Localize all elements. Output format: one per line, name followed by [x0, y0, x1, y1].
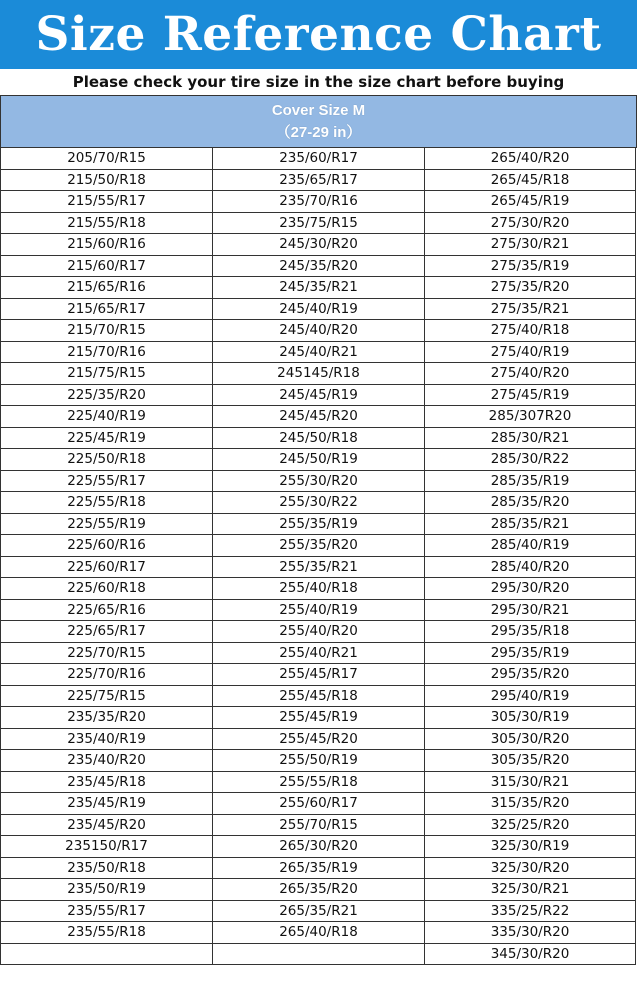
table-heading — [0, 95, 637, 148]
table-cell: 245/35/R20 — [212, 256, 424, 278]
table-cell: 255/35/R19 — [212, 514, 424, 536]
table-cell: 295/30/R20 — [424, 578, 636, 600]
table-cell: 245/30/R20 — [212, 234, 424, 256]
table-cell: 275/35/R21 — [424, 299, 636, 321]
table-cell: 275/40/R19 — [424, 342, 636, 364]
table-cell: 235/55/R17 — [0, 901, 212, 923]
table-cell: 285/307R20 — [424, 406, 636, 428]
table-cell: 225/60/R18 — [0, 578, 212, 600]
table-cell: 305/30/R19 — [424, 707, 636, 729]
table-cell: 295/35/R18 — [424, 621, 636, 643]
table-cell: 295/35/R20 — [424, 664, 636, 686]
table-cell: 215/65/R17 — [0, 299, 212, 321]
table-cell: 305/30/R20 — [424, 729, 636, 751]
table-cell: 255/40/R18 — [212, 578, 424, 600]
table-column-1 — [0, 148, 212, 965]
table-cell: 215/75/R15 — [0, 363, 212, 385]
table-cell: 235/70/R16 — [212, 191, 424, 213]
table-cell: 255/45/R18 — [212, 686, 424, 708]
table-cell: 235/40/R20 — [0, 750, 212, 772]
table-cell: 245/40/R20 — [212, 320, 424, 342]
table-cell: 265/40/R20 — [424, 148, 636, 170]
cover-size-label: Cover Size M — [271, 101, 366, 119]
table-cell: 245/45/R19 — [212, 385, 424, 407]
table-cell: 305/35/R20 — [424, 750, 636, 772]
table-cell: 225/40/R19 — [0, 406, 212, 428]
table-cell: 215/55/R17 — [0, 191, 212, 213]
table-cell: 275/35/R20 — [424, 277, 636, 299]
table-cell: 275/30/R21 — [424, 234, 636, 256]
table-cell: 265/40/R18 — [212, 922, 424, 944]
table-cell: 285/35/R19 — [424, 471, 636, 493]
table-cell: 255/35/R20 — [212, 535, 424, 557]
table-cell: 225/55/R18 — [0, 492, 212, 514]
table-cell: 225/45/R19 — [0, 428, 212, 450]
table-cell: 315/35/R20 — [424, 793, 636, 815]
table-cell: 265/45/R18 — [424, 170, 636, 192]
table-cell: 265/35/R20 — [212, 879, 424, 901]
table-cell: 255/30/R20 — [212, 471, 424, 493]
table-cell: 255/50/R19 — [212, 750, 424, 772]
table-cell: 215/50/R18 — [0, 170, 212, 192]
table-cell: 235/45/R18 — [0, 772, 212, 794]
table-cell: 255/40/R20 — [212, 621, 424, 643]
table-cell: 235/45/R20 — [0, 815, 212, 837]
table-cell: 335/30/R20 — [424, 922, 636, 944]
table-cell: 265/30/R20 — [212, 836, 424, 858]
table-cell: 265/35/R21 — [212, 901, 424, 923]
table-cell: 235/65/R17 — [212, 170, 424, 192]
table-cell: 255/45/R17 — [212, 664, 424, 686]
table-cell: 245/40/R19 — [212, 299, 424, 321]
table-cell: 215/60/R17 — [0, 256, 212, 278]
table-cell: 255/70/R15 — [212, 815, 424, 837]
table-cell: 255/60/R17 — [212, 793, 424, 815]
page-subtitle: Please check your tire size in the size chart before buying — [72, 73, 565, 91]
table-cell: 225/55/R19 — [0, 514, 212, 536]
table-cell: 255/45/R20 — [212, 729, 424, 751]
table-cell: 225/75/R15 — [0, 686, 212, 708]
table-cell: 235/50/R19 — [0, 879, 212, 901]
table-cell: 255/35/R21 — [212, 557, 424, 579]
table-cell: 225/70/R15 — [0, 643, 212, 665]
table-cell: 245/40/R21 — [212, 342, 424, 364]
table-cell: 325/30/R20 — [424, 858, 636, 880]
table-column-2 — [212, 148, 424, 965]
table-cell: 235/35/R20 — [0, 707, 212, 729]
table-cell: 285/35/R21 — [424, 514, 636, 536]
table-cell — [0, 944, 212, 966]
table-cell: 285/40/R19 — [424, 535, 636, 557]
table-cell: 285/40/R20 — [424, 557, 636, 579]
table-cell: 225/50/R18 — [0, 449, 212, 471]
table-cell: 215/55/R18 — [0, 213, 212, 235]
table-cell: 235/60/R17 — [212, 148, 424, 170]
table-cell: 225/55/R17 — [0, 471, 212, 493]
size-table — [0, 95, 637, 1000]
table-cell: 295/30/R21 — [424, 600, 636, 622]
table-cell: 255/45/R19 — [212, 707, 424, 729]
table-cell: 275/45/R19 — [424, 385, 636, 407]
table-cell — [212, 944, 424, 966]
table-cell: 235/50/R18 — [0, 858, 212, 880]
table-cell: 315/30/R21 — [424, 772, 636, 794]
table-cell: 225/60/R17 — [0, 557, 212, 579]
table-cell: 295/35/R19 — [424, 643, 636, 665]
table-cell: 275/40/R20 — [424, 363, 636, 385]
table-cell: 235/45/R19 — [0, 793, 212, 815]
table-cell: 285/30/R22 — [424, 449, 636, 471]
title-banner — [0, 0, 637, 69]
table-cell: 255/55/R18 — [212, 772, 424, 794]
page-title: Size Reference Chart — [35, 7, 602, 62]
table-cell: 275/30/R20 — [424, 213, 636, 235]
table-cell: 225/65/R16 — [0, 600, 212, 622]
table-cell: 265/45/R19 — [424, 191, 636, 213]
table-cell: 265/35/R19 — [212, 858, 424, 880]
table-cell: 215/70/R16 — [0, 342, 212, 364]
table-column-3 — [424, 148, 636, 965]
table-cell: 275/40/R18 — [424, 320, 636, 342]
table-cell: 245/45/R20 — [212, 406, 424, 428]
table-cell: 285/35/R20 — [424, 492, 636, 514]
table-cell: 255/30/R22 — [212, 492, 424, 514]
table-cell: 325/30/R21 — [424, 879, 636, 901]
table-cell: 325/30/R19 — [424, 836, 636, 858]
table-cell: 245/50/R19 — [212, 449, 424, 471]
table-cell: 275/35/R19 — [424, 256, 636, 278]
table-cell: 245145/R18 — [212, 363, 424, 385]
table-cell: 285/30/R21 — [424, 428, 636, 450]
table-cell: 295/40/R19 — [424, 686, 636, 708]
table-cell: 235/75/R15 — [212, 213, 424, 235]
table-cell: 215/70/R15 — [0, 320, 212, 342]
table-cell: 225/60/R16 — [0, 535, 212, 557]
table-cell: 345/30/R20 — [424, 944, 636, 966]
table-cell: 245/35/R21 — [212, 277, 424, 299]
table-cell: 255/40/R19 — [212, 600, 424, 622]
table-cell: 225/65/R17 — [0, 621, 212, 643]
table-cell: 235/40/R19 — [0, 729, 212, 751]
table-cell: 215/65/R16 — [0, 277, 212, 299]
table-cell: 235150/R17 — [0, 836, 212, 858]
table-cell: 255/40/R21 — [212, 643, 424, 665]
table-cell: 215/60/R16 — [0, 234, 212, 256]
table-cell: 225/70/R16 — [0, 664, 212, 686]
table-cell: 205/70/R15 — [0, 148, 212, 170]
table-cell: 245/50/R18 — [212, 428, 424, 450]
cover-size-range: （27-29 in） — [275, 123, 362, 141]
table-cell: 335/25/R22 — [424, 901, 636, 923]
table-cell: 325/25/R20 — [424, 815, 636, 837]
table-cell: 225/35/R20 — [0, 385, 212, 407]
table-cell: 235/55/R18 — [0, 922, 212, 944]
